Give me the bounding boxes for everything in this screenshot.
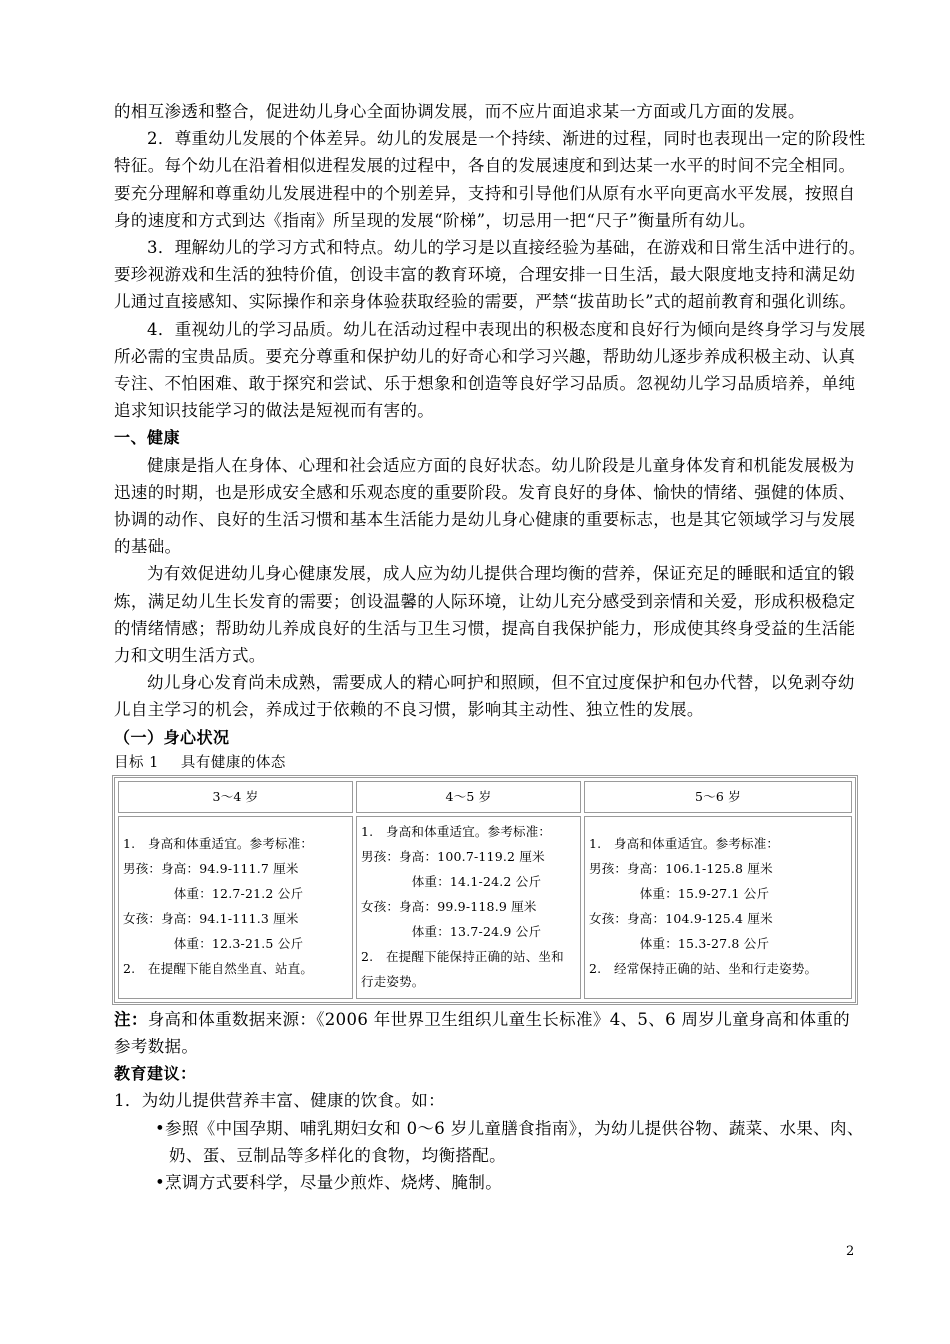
table-row	[118, 816, 852, 999]
paragraph-individual-differences: 2．尊重幼儿发展的个体差异。幼儿的发展是一个持续、渐进的过程，同时也表现出一定的阶段性特征。每个幼儿在沿着相似进程发展的过程中，各自的发展速度和到达某一水平的时间不完全相同。要充分理解和尊重幼儿发展进程中的个别差异，支持和引导他们从原有水平向更高水平发展，按照自身的速度和方式到达《指南》所呈现的发展“阶梯”，切忌用一把“尺子”衡量所有幼儿。	[114, 129, 866, 230]
table-header-row	[118, 781, 852, 813]
suggestion-bullet: •参照《中国孕期、哺乳期妇女和 0～6 岁儿童膳食指南》，为幼儿提供谷物、蔬菜、水果、肉、奶、蛋、豆制品等多样化的食物，均衡搭配。	[155, 1118, 864, 1165]
cell-line: 女孩：身高：94.1-111.3 厘米	[123, 911, 299, 927]
suggestion-item-1: 1．为幼儿提供营养丰富、健康的饮食。如：	[114, 1091, 445, 1111]
cell-line: 体重：15.3-27.8 公斤	[589, 936, 770, 952]
header-age-3-4: 3～4 岁	[118, 781, 353, 813]
subsection-heading: （一）身心状况	[114, 727, 230, 747]
health-paragraph-2: 为有效促进幼儿身心健康发展，成人应为幼儿提供合理均衡的营养，保证充足的睡眠和适宜的锻炼，满足幼儿生长发育的需要；创设温馨的人际环境，让幼儿充分感受到亲情和关爱，形成积极稳定的情绪情感；帮助幼儿养成良好的生活与卫生习惯，提高自我保护能力，形成使其终身受益的生活能力和文明生活方式。	[114, 564, 856, 666]
suggestion-bullet: •烹调方式要科学，尽量少煎炸、烧烤、腌制。	[155, 1173, 503, 1193]
goal-line	[114, 751, 866, 775]
goal-title: 具有健康的体态	[180, 754, 286, 771]
page-content	[114, 98, 866, 1196]
note-label: 注：	[114, 1009, 148, 1029]
cell-line: 行走姿势。	[361, 973, 425, 989]
paragraph-learning-quality: 4．重视幼儿的学习品质。幼儿在活动过程中表现出的积极态度和良好行为倾向是终身学习与发展所必需的宝贵品质。要充分尊重和保护幼儿的好奇心和学习兴趣，帮助幼儿逐步养成积极主动、认真专注、不怕困难、敢于探究和尝试、乐于想象和创造等良好学习品质。忽视幼儿学习品质培养，单纯追求知识技能学习的做法是短视而有害的。	[114, 319, 866, 421]
cell-line: 女孩：身高：99.9-118.9 厘米	[361, 898, 537, 914]
health-paragraph-3: 幼儿身心发育尚未成熟，需要成人的精心呵护和照顾，但不宜过度保护和包办代替，以免剥夺幼儿自主学习的机会，养成过于依赖的不良习惯，影响其主动性、独立性的发展。	[114, 673, 855, 720]
cell-age-4-5	[356, 816, 581, 999]
suggestions-heading: 教育建议：	[114, 1064, 197, 1084]
paragraph-continuation: 的相互渗透和整合，促进幼儿身心全面协调发展，而不应片面追求某一方面或几方面的发展。	[114, 102, 805, 121]
goal-table	[112, 775, 858, 1005]
section-heading-health: 一、健康	[114, 428, 181, 448]
cell-line: 男孩：身高：106.1-125.8 厘米	[589, 861, 773, 877]
cell-line: 1. 身高和体重适宜。参考标准：	[123, 836, 314, 852]
paragraph-learning-style: 3．理解幼儿的学习方式和特点。幼儿的学习是以直接经验为基础，在游戏和日常生活中进行的。要珍视游戏和生活的独特价值，创设丰富的教育环境，合理安排一日生活，最大限度地支持和满足幼儿通过直接感知、实际操作和亲身体验获取经验的需要，严禁“拔苗助长”式的超前教育和强化训练。	[114, 238, 866, 312]
page-number: 2	[846, 1244, 855, 1259]
health-paragraph-1: 健康是指人在身体、心理和社会适应方面的良好状态。幼儿阶段是儿童身体发育和机能发展极为迅速的时期，也是形成安全感和乐观态度的重要阶段。发育良好的身体、愉快的情绪、强健的体质、协调的动作、良好的生活习惯和基本生活能力是幼儿身心健康的重要标志，也是其它领域学习与发展的基础。	[114, 455, 856, 557]
cell-line: 男孩：身高：94.9-111.7 厘米	[123, 861, 299, 877]
cell-line: 2. 经常保持正确的站、坐和行走姿势。	[589, 961, 818, 977]
note-text: 身高和体重数据来源：《2006 年世界卫生组织儿童生长标准》4、5、6 周岁儿童身高和体重的参考数据。	[114, 1009, 851, 1057]
header-age-4-5: 4～5 岁	[356, 781, 581, 813]
goal-label: 目标 1	[114, 754, 159, 771]
cell-line: 1. 身高和体重适宜。参考标准：	[589, 836, 780, 852]
cell-age-3-4	[118, 816, 353, 999]
header-age-5-6: 5～6 岁	[584, 781, 852, 813]
cell-line: 男孩：身高：100.7-119.2 厘米	[361, 848, 545, 864]
cell-line: 1. 身高和体重适宜。参考标准：	[361, 823, 552, 839]
cell-age-5-6	[584, 816, 852, 999]
table-note	[114, 1006, 866, 1060]
cell-line: 体重：12.3-21.5 公斤	[123, 936, 304, 952]
cell-line: 2. 在提醒下能保持正确的站、坐和	[361, 948, 564, 964]
cell-line: 体重：14.1-24.2 公斤	[361, 873, 542, 889]
cell-line: 体重：13.7-24.9 公斤	[361, 923, 542, 939]
cell-line: 2. 在提醒下能自然坐直、站直。	[123, 961, 314, 977]
cell-line: 女孩：身高：104.9-125.4 厘米	[589, 911, 773, 927]
cell-line: 体重：15.9-27.1 公斤	[589, 886, 770, 902]
cell-line: 体重：12.7-21.2 公斤	[123, 886, 304, 902]
